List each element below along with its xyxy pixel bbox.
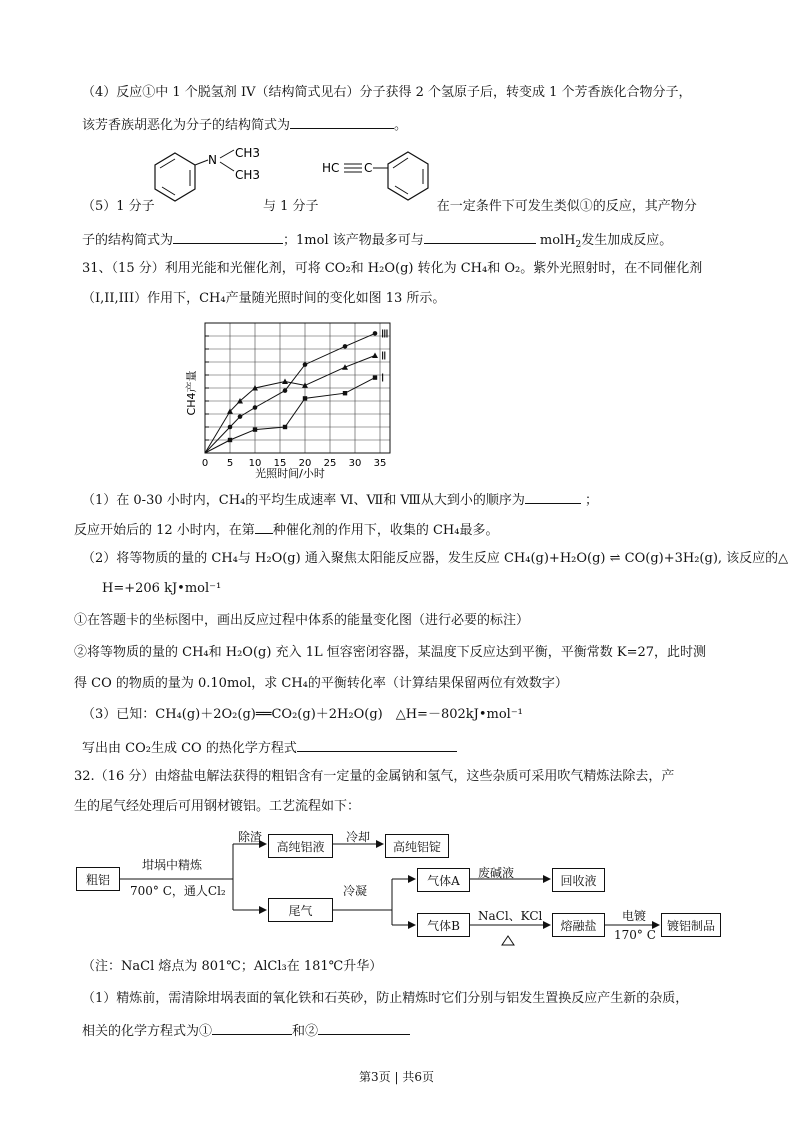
q31-1-line2-b: 种催化剂的作用下，收集的 CH₄最多。: [272, 523, 499, 538]
series-label: Ⅲ: [381, 327, 389, 341]
q5-line2-b: ；1mol 该产物最多可与: [283, 233, 424, 248]
y-axis-label: CH4产量: [185, 370, 198, 416]
x-tick-label: 15: [273, 458, 287, 469]
data-point-circle: [373, 331, 378, 336]
q4-line2-text: 该芳香族胡恶化为分子的结构简式为: [82, 118, 291, 133]
flow-tail-gas: 尾气: [268, 898, 333, 922]
q32-1-line2-b: 和②: [292, 1024, 319, 1039]
q4-line2: [82, 114, 407, 135]
flow-nacl-kcl-label: NaCl、KCl: [478, 909, 543, 923]
q5-text-c: 在一定条件下可发生类似①的反应，其产物分: [436, 199, 697, 214]
flow-condense-label: 冷凝: [343, 884, 368, 898]
q5-line2: [82, 229, 672, 250]
data-point-square: [343, 391, 347, 395]
q32-1-line1: （1）精炼前，需清除坩埚表面的氧化铁和石英砂，防止精炼时它们分别与铝发生置换反应产生新的杂质，: [82, 991, 689, 1006]
q4-answer-blank[interactable]: [290, 114, 394, 129]
q31-1-text-b: ；: [584, 493, 598, 508]
data-point-square: [283, 425, 287, 429]
flow-temp-label: 170° C: [614, 928, 656, 942]
data-point-square: [373, 375, 377, 379]
ch4-yield-chart: [180, 315, 420, 480]
q32-line1: 32.（16 分）由熔盐电解法获得的粗铝含有一定量的金属钠和氢气，这些杂质可采用吹气精炼法除去，产: [74, 769, 675, 784]
q31-2-line5: 得 CO 的物质的量为 0.10mol，求 CH₄的平衡转化率（计算结果保留两位有效数字）: [74, 676, 568, 691]
flow-pure-liquid: 高纯铝液: [268, 834, 333, 858]
x-tick-label: 30: [348, 458, 362, 469]
x-tick-label: 35: [373, 458, 387, 469]
series-line-circle: [205, 333, 375, 453]
q5-line2-a: 子的结构简式为: [82, 233, 174, 248]
flow-refine-top: 坩埚中精炼: [142, 858, 203, 872]
q4-line2-end: 。: [394, 118, 408, 133]
q5-mol-blank[interactable]: [424, 229, 536, 244]
flow-waste-alkali-label: 废碱液: [478, 866, 515, 880]
q32-1-blank-2[interactable]: [318, 1020, 410, 1035]
x-tick-label: 20: [298, 458, 312, 469]
q4-line1: （4）反应①中 1 个脱氢剂 IV（结构简式见右）分子获得 2 个氢原子后，转变成 1 个芳香族化合物分子，: [82, 85, 692, 100]
data-point-triangle: [342, 364, 348, 370]
data-point-square: [303, 396, 307, 400]
q31-1-line2: [74, 519, 498, 540]
q31-2-line2: H=+206 kJ•mol⁻¹: [102, 581, 222, 596]
x-tick-label: 25: [323, 458, 337, 469]
q31-1-line1: [82, 489, 598, 510]
alkyne-c-label: C: [364, 161, 373, 175]
q31-3-line2: [82, 737, 457, 758]
q5-h2-sub: 2: [575, 240, 582, 250]
q31-2-line4: ②将等物质的量的 CH₄和 H₂O(g) 充入 1L 恒容密闭容器，某温度下反应达到平衡，平衡常数 K=27，此时测: [74, 645, 707, 660]
flow-refine-bottom: 700° C，通人Cl₂: [130, 884, 226, 898]
q31-1-text-a: （1）在 0-30 小时内，CH₄的平均生成速率 Ⅵ、Ⅶ和 Ⅷ从大到小的顺序为: [82, 493, 525, 508]
q32-1-blank-1[interactable]: [212, 1020, 292, 1035]
q5-text-a: （5）1 分子: [82, 199, 155, 214]
q5-line1: [82, 198, 697, 216]
data-point-circle: [283, 388, 288, 393]
q5-structure-blank[interactable]: [173, 229, 283, 244]
q32-1-line2: [82, 1020, 410, 1041]
q5-line2-c: molH: [539, 233, 576, 248]
data-point-circle: [253, 405, 258, 410]
flow-recovered-liquid: 回收液: [552, 868, 605, 892]
data-point-square: [253, 427, 257, 431]
amine-ch3-top: CH3: [235, 146, 261, 160]
data-point-triangle: [282, 379, 288, 385]
q31-1-catalyst-blank[interactable]: [255, 519, 273, 534]
q31-1-order-blank[interactable]: [525, 489, 581, 504]
flow-slag-label: 除渣: [238, 830, 263, 844]
data-point-triangle: [372, 353, 378, 359]
series-label: Ⅰ: [381, 371, 385, 385]
flow-plated-product: 镀铝制品: [661, 913, 721, 937]
data-point-circle: [238, 414, 243, 419]
chart-grid: [205, 323, 390, 453]
x-tick-label: 0: [201, 458, 209, 469]
q31-2-line3: ①在答题卡的坐标图中，画出反应过程中体系的能量变化图（进行必要的标注）: [74, 613, 530, 628]
alkyne-hc-label: HC: [322, 161, 340, 175]
q32-line2: 生的尾气经处理后可用钢材镀铝。工艺流程如下：: [74, 799, 361, 814]
amine-ch3-bottom: CH3: [235, 168, 261, 182]
flow-molten-salt: 熔融盐: [552, 913, 605, 937]
data-point-square: [228, 438, 232, 442]
x-tick-label: 5: [226, 458, 234, 469]
q31-3-line2-text: 写出由 CO₂生成 CO 的热化学方程式: [82, 741, 297, 756]
page-footer: 第3页 | 共6页: [359, 1070, 434, 1084]
q31-line1: 31、（15 分）利用光能和光催化剂，可将 CO₂和 H₂O(g) 转化为 CH₄和 O₂。紫外光照射时，在不同催化剂: [82, 261, 703, 276]
flow-note: （注：NaCl 熔点为 801℃；AlCl₃在 181℃升华）: [82, 959, 383, 974]
q31-3-equation-blank[interactable]: [297, 737, 457, 752]
x-tick-label: 10: [248, 458, 262, 469]
amine-n-label: N: [208, 153, 217, 167]
q5-text-b: 与 1 分子: [262, 199, 319, 214]
flow-gas-a: 气体A: [417, 868, 470, 892]
data-point-circle: [303, 362, 308, 367]
q5-line2-d: 发生加成反应。: [581, 233, 673, 248]
q31-1-line2-a: 反应开始后的 12 小时内，在第: [74, 523, 255, 538]
flow-crude-aluminum: 粗铝: [76, 867, 120, 891]
flow-gas-b: 气体B: [417, 913, 470, 937]
chart-series: [205, 327, 389, 453]
flow-pure-ingot: 高纯铝锭: [385, 834, 449, 858]
series-label: Ⅱ: [381, 349, 387, 363]
q31-3-line1: （3）已知：CH₄(g)＋2O₂(g)══CO₂(g)＋2H₂O(g) △H=－802kJ•mol⁻¹: [82, 707, 523, 722]
q31-2-line1: （2）将等物质的量的 CH₄与 H₂O(g) 通入聚焦太阳能反应器，发生反应 CH₄(g)+H₂O(g) ⇌ CO(g)+3H₂(g), 该反应的△: [82, 551, 789, 566]
data-point-circle: [228, 425, 233, 430]
data-point-circle: [343, 344, 348, 349]
flow-plating-label: 电镀: [622, 909, 647, 923]
q32-1-line2-a: 相关的化学方程式为①: [82, 1024, 213, 1039]
flow-cool-label: 冷却: [346, 830, 371, 844]
q31-line2: （I,II,III）作用下，CH₄产量随光照时间的变化如图 13 所示。: [82, 291, 446, 306]
x-axis-label: 光照时间/小时: [255, 467, 325, 480]
